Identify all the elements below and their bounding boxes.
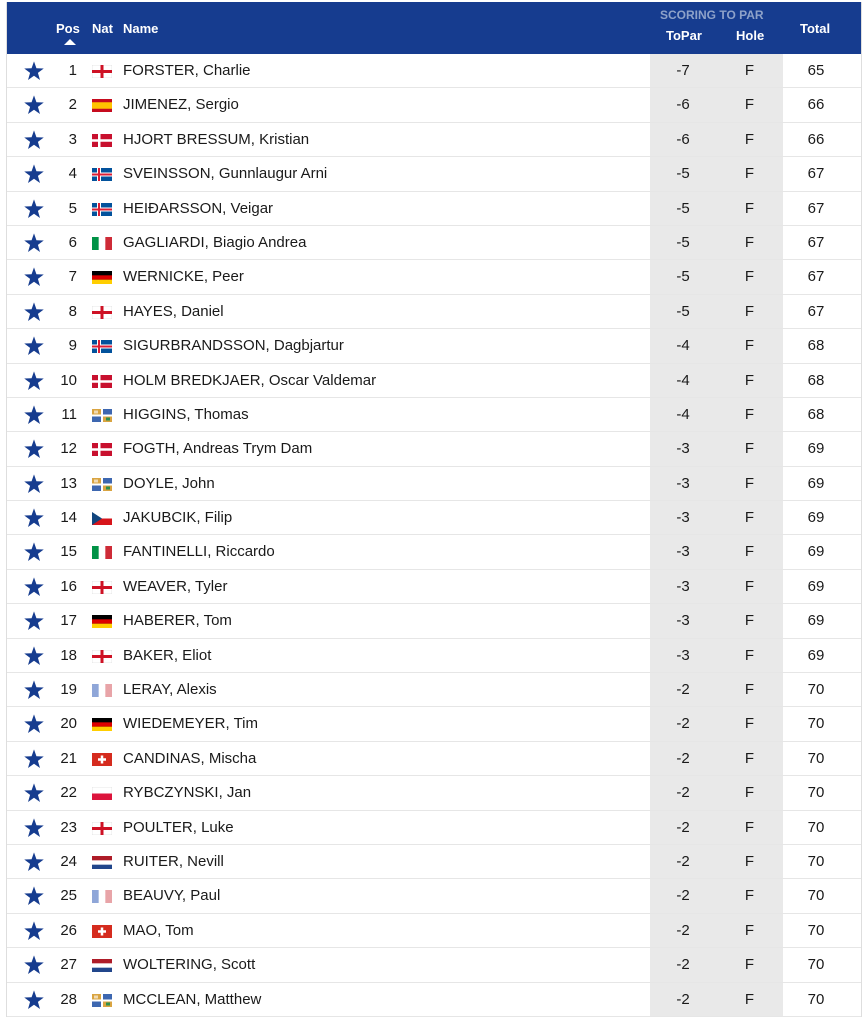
italy-flag-icon [92, 546, 112, 559]
position: 18 [60, 646, 77, 664]
to-par-score: -5 [676, 165, 690, 183]
position: 13 [60, 474, 77, 492]
hole-status: F [744, 96, 755, 114]
switzerland-flag-icon [92, 753, 112, 766]
table-row[interactable] [7, 88, 861, 122]
to-par-score: -4 [676, 337, 690, 355]
favorite-star-icon[interactable] [23, 61, 45, 81]
to-par-score: -5 [676, 199, 690, 217]
favorite-star-icon[interactable] [23, 611, 45, 631]
germany-flag-icon [92, 271, 112, 284]
to-par-score: -2 [676, 990, 690, 1008]
favorite-star-icon[interactable] [23, 542, 45, 562]
table-row[interactable] [7, 570, 861, 604]
total-score: 69 [807, 543, 825, 561]
position: 3 [68, 130, 77, 148]
favorite-star-icon[interactable] [23, 130, 45, 150]
switzerland-flag-icon [92, 925, 112, 938]
favorite-star-icon[interactable] [23, 783, 45, 803]
position: 14 [60, 509, 77, 527]
column-header-name[interactable]: Name [123, 21, 159, 36]
table-row[interactable] [7, 707, 861, 741]
hole-status: F [744, 818, 755, 836]
total-score: 70 [807, 715, 825, 733]
france-flag-icon [92, 890, 112, 903]
poland-flag-icon [92, 787, 112, 800]
favorite-star-icon[interactable] [23, 921, 45, 941]
hole-status: F [744, 405, 755, 423]
total-score: 70 [807, 749, 825, 767]
position: 21 [60, 749, 77, 767]
hole-status: F [744, 371, 755, 389]
table-header [7, 2, 861, 54]
position: 16 [60, 577, 77, 595]
table-row[interactable] [7, 467, 861, 501]
table-row[interactable] [7, 983, 861, 1017]
total-score: 67 [807, 233, 825, 251]
player-name[interactable]: HJORT BRESSUM, Kristian [123, 130, 310, 148]
to-par-score: -2 [676, 784, 690, 802]
england-flag-icon [92, 650, 112, 663]
to-par-score: -2 [676, 921, 690, 939]
hole-status: F [744, 749, 755, 767]
england-flag-icon [92, 306, 112, 319]
czech-flag-icon [92, 512, 112, 525]
total-score: 70 [807, 990, 825, 1008]
iceland-flag-icon [92, 203, 112, 216]
player-name[interactable]: RUITER, Nevill [123, 852, 224, 870]
column-header-pos[interactable]: Pos [56, 21, 80, 36]
to-par-score: -3 [676, 474, 690, 492]
hole-status: F [744, 509, 755, 527]
table-row[interactable] [7, 673, 861, 707]
england-flag-icon [92, 581, 112, 594]
to-par-score: -3 [676, 440, 690, 458]
hole-status: F [744, 199, 755, 217]
to-par-score: -5 [676, 302, 690, 320]
player-name[interactable]: POULTER, Luke [123, 818, 234, 836]
position: 23 [60, 818, 77, 836]
denmark-flag-icon [92, 443, 112, 456]
table-row[interactable] [7, 54, 861, 88]
total-score: 69 [807, 612, 825, 630]
to-par-score: -2 [676, 887, 690, 905]
total-score: 68 [807, 371, 825, 389]
total-score: 67 [807, 199, 825, 217]
favorite-star-icon[interactable] [23, 302, 45, 322]
to-par-score: -5 [676, 233, 690, 251]
player-name[interactable]: SVEINSSON, Gunnlaugur Arni [123, 165, 328, 183]
table-row[interactable] [7, 845, 861, 879]
position: 19 [60, 681, 77, 699]
to-par-score: -3 [676, 646, 690, 664]
position: 26 [60, 921, 77, 939]
table-row[interactable] [7, 157, 861, 191]
position: 20 [60, 715, 77, 733]
table-row[interactable] [7, 398, 861, 432]
total-score: 68 [807, 405, 825, 423]
favorite-star-icon[interactable] [23, 646, 45, 666]
hole-status: F [744, 646, 755, 664]
favorite-star-icon[interactable] [23, 336, 45, 356]
position: 1 [68, 62, 77, 79]
to-par-score: -3 [676, 612, 690, 630]
player-name[interactable]: HIGGINS, Thomas [123, 405, 249, 423]
position: 9 [68, 337, 77, 355]
hole-status: F [744, 784, 755, 802]
favorite-star-icon[interactable] [23, 199, 45, 219]
favorite-star-icon[interactable] [23, 577, 45, 597]
table-row[interactable] [7, 811, 861, 845]
favorite-star-icon[interactable] [23, 714, 45, 734]
total-score: 66 [807, 96, 825, 114]
denmark-flag-icon [92, 375, 112, 388]
total-score: 69 [807, 646, 825, 664]
position: 2 [68, 96, 77, 114]
to-par-score: -5 [676, 268, 690, 286]
hole-status: F [744, 543, 755, 561]
favorite-star-icon[interactable] [23, 95, 45, 115]
table-row[interactable] [7, 776, 861, 810]
player-name[interactable]: BAKER, Eliot [123, 646, 212, 664]
column-header-topar[interactable]: ToPar [666, 28, 702, 43]
table-row[interactable] [7, 535, 861, 569]
total-score: 66 [807, 130, 825, 148]
hole-status: F [744, 577, 755, 595]
netherlands-flag-icon [92, 856, 112, 869]
hole-status: F [744, 130, 755, 148]
player-name[interactable]: BEAUVY, Paul [123, 887, 221, 905]
player-name[interactable]: WERNICKE, Peer [123, 268, 244, 286]
player-name[interactable]: CANDINAS, Mischa [123, 749, 257, 767]
player-name[interactable]: RYBCZYNSKI, Jan [123, 784, 252, 802]
position: 5 [68, 199, 77, 217]
england-flag-icon [92, 65, 112, 78]
hole-status: F [744, 440, 755, 458]
column-group-scoring-to-par: SCORING TO PAR [660, 8, 764, 22]
hole-status: F [744, 165, 755, 183]
total-score: 65 [807, 62, 825, 79]
favorite-star-icon[interactable] [23, 439, 45, 459]
to-par-score: -3 [676, 543, 690, 561]
total-score: 68 [807, 337, 825, 355]
player-name[interactable]: SIGURBRANDSSON, Dagbjartur [123, 337, 344, 355]
to-par-score: -6 [676, 96, 690, 114]
player-name[interactable]: FOGTH, Andreas Trym Dam [123, 440, 313, 458]
total-score: 67 [807, 268, 825, 286]
sort-ascending-icon[interactable] [64, 39, 76, 45]
column-header-nat[interactable]: Nat [92, 21, 113, 36]
table-row[interactable] [7, 742, 861, 776]
table-row[interactable] [7, 226, 861, 260]
total-score: 70 [807, 921, 825, 939]
total-score: 70 [807, 681, 825, 699]
ireland-flag-icon [92, 478, 112, 491]
hole-status: F [744, 302, 755, 320]
position: 25 [60, 887, 77, 905]
favorite-star-icon[interactable] [23, 371, 45, 391]
position: 28 [60, 990, 77, 1008]
iceland-flag-icon [92, 168, 112, 181]
player-name[interactable]: HABERER, Tom [123, 612, 232, 630]
column-header-total[interactable]: Total [800, 21, 831, 36]
favorite-star-icon[interactable] [23, 852, 45, 872]
to-par-score: -7 [676, 62, 690, 79]
total-score: 70 [807, 956, 825, 974]
hole-status: F [744, 990, 755, 1008]
hole-status: F [744, 62, 755, 79]
player-name[interactable]: HAYES, Daniel [123, 302, 224, 320]
position: 4 [68, 165, 77, 183]
hole-status: F [744, 921, 755, 939]
to-par-score: -2 [676, 749, 690, 767]
favorite-star-icon[interactable] [23, 474, 45, 494]
table-row[interactable] [7, 329, 861, 363]
germany-flag-icon [92, 615, 112, 628]
iceland-flag-icon [92, 340, 112, 353]
position: 17 [60, 612, 77, 630]
table-row[interactable] [7, 432, 861, 466]
position: 6 [68, 233, 77, 251]
position: 8 [68, 302, 77, 320]
total-score: 70 [807, 784, 825, 802]
hole-status: F [744, 474, 755, 492]
italy-flag-icon [92, 237, 112, 250]
germany-flag-icon [92, 718, 112, 731]
denmark-flag-icon [92, 134, 112, 147]
total-score: 69 [807, 509, 825, 527]
leaderboard-table [6, 2, 862, 1017]
player-name[interactable]: GAGLIARDI, Biagio Andrea [123, 233, 307, 251]
table-row[interactable] [7, 123, 861, 157]
to-par-score: -3 [676, 509, 690, 527]
total-score: 67 [807, 165, 825, 183]
table-row[interactable] [7, 501, 861, 535]
player-name[interactable]: FANTINELLI, Riccardo [123, 543, 275, 561]
hole-status: F [744, 681, 755, 699]
table-row[interactable] [7, 260, 861, 294]
position: 12 [60, 440, 77, 458]
to-par-score: -3 [676, 577, 690, 595]
to-par-score: -2 [676, 852, 690, 870]
favorite-star-icon[interactable] [23, 267, 45, 287]
table-row[interactable] [7, 914, 861, 948]
hole-status: F [744, 233, 755, 251]
position: 27 [60, 956, 77, 974]
table-row[interactable] [7, 948, 861, 982]
player-name[interactable]: FORSTER, Charlie [123, 62, 251, 79]
to-par-score: -4 [676, 371, 690, 389]
player-name[interactable]: HOLM BREDKJAER, Oscar Valdemar [123, 371, 377, 389]
favorite-star-icon[interactable] [23, 164, 45, 184]
table-row[interactable] [7, 295, 861, 329]
favorite-star-icon[interactable] [23, 818, 45, 838]
total-score: 70 [807, 852, 825, 870]
player-name[interactable]: LERAY, Alexis [123, 681, 217, 699]
table-row[interactable] [7, 604, 861, 638]
to-par-score: -4 [676, 405, 690, 423]
ireland-flag-icon [92, 409, 112, 422]
total-score: 67 [807, 302, 825, 320]
table-row[interactable] [7, 879, 861, 913]
column-header-hole[interactable]: Hole [736, 28, 765, 43]
to-par-score: -2 [676, 818, 690, 836]
table-row[interactable] [7, 364, 861, 398]
total-score: 69 [807, 577, 825, 595]
position: 10 [60, 371, 77, 389]
position: 11 [61, 405, 77, 423]
favorite-star-icon[interactable] [23, 990, 45, 1010]
player-name[interactable]: WOLTERING, Scott [123, 956, 256, 974]
player-name[interactable]: WIEDEMEYER, Tim [123, 715, 259, 733]
total-score: 70 [807, 887, 825, 905]
hole-status: F [744, 887, 755, 905]
hole-status: F [744, 956, 755, 974]
player-name[interactable]: MAO, Tom [123, 921, 194, 939]
player-name[interactable]: JAKUBCIK, Filip [123, 509, 233, 527]
hole-status: F [744, 612, 755, 630]
player-name[interactable]: HEIÐARSSON, Veigar [123, 199, 274, 217]
total-score: 69 [807, 474, 825, 492]
position: 24 [60, 852, 77, 870]
favorite-star-icon[interactable] [23, 233, 45, 253]
player-name[interactable]: JIMENEZ, Sergio [123, 96, 239, 114]
favorite-star-icon[interactable] [23, 508, 45, 528]
to-par-score: -6 [676, 130, 690, 148]
spain-flag-icon [92, 99, 112, 112]
england-flag-icon [92, 822, 112, 835]
hole-status: F [744, 337, 755, 355]
total-score: 69 [807, 440, 825, 458]
position: 7 [68, 268, 77, 286]
france-flag-icon [92, 684, 112, 697]
table-body [7, 54, 861, 1017]
table-row[interactable] [7, 192, 861, 226]
position: 22 [60, 784, 77, 802]
favorite-star-icon[interactable] [23, 955, 45, 975]
position: 15 [60, 543, 77, 561]
player-name[interactable]: WEAVER, Tyler [123, 577, 228, 595]
player-name[interactable]: MCCLEAN, Matthew [123, 990, 262, 1008]
total-score: 70 [807, 818, 825, 836]
favorite-star-icon[interactable] [23, 405, 45, 425]
favorite-star-icon[interactable] [23, 886, 45, 906]
to-par-score: -2 [676, 681, 690, 699]
hole-status: F [744, 268, 755, 286]
hole-status: F [744, 715, 755, 733]
ireland-flag-icon [92, 994, 112, 1007]
table-row[interactable] [7, 639, 861, 673]
player-name[interactable]: DOYLE, John [123, 474, 215, 492]
netherlands-flag-icon [92, 959, 112, 972]
to-par-score: -2 [676, 956, 690, 974]
favorite-star-icon[interactable] [23, 680, 45, 700]
favorite-star-icon[interactable] [23, 749, 45, 769]
hole-status: F [744, 852, 755, 870]
to-par-score: -2 [676, 715, 690, 733]
